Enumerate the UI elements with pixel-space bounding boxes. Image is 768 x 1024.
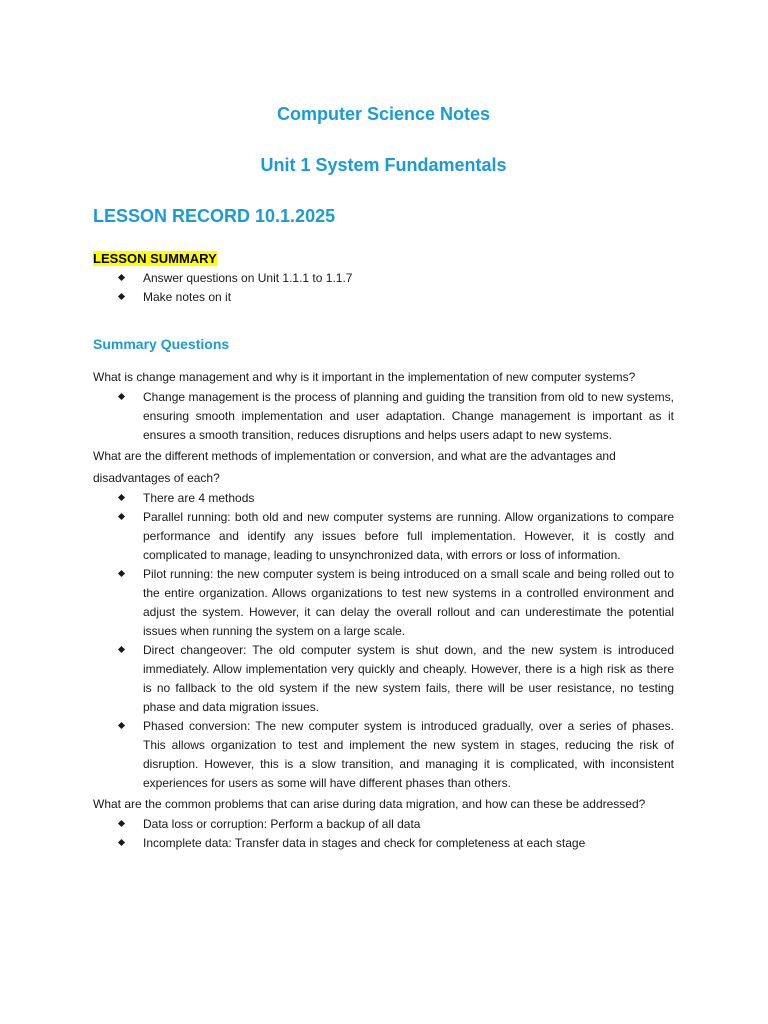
unit-title: Unit 1 System Fundamentals (260, 155, 507, 175)
diamond-bullet-icon (118, 646, 125, 653)
diamond-bullet-icon (118, 722, 125, 729)
question-3: What are the common problems that can arise during data migration, and how can these be addressed? (93, 797, 646, 811)
list-item-text: Parallel running: both old and new computer systems are running. Allow organizations to compare performance and identify any issues before full implementation. However, it is costly and complicated to manage, leading to unsynchronized data, with errors or loss of information. (143, 510, 674, 562)
question-1: What is change management and why is it important in the implementation of new computer systems? (93, 370, 636, 384)
document-title: Computer Science Notes (276, 104, 491, 124)
diamond-bullet-icon (118, 820, 125, 827)
answer-list-3 (93, 815, 674, 853)
list-item-text: Data loss or corruption: Perform a backup of all data (143, 817, 421, 831)
list-item (143, 565, 674, 641)
list-item (143, 269, 674, 288)
summary-questions-heading: Summary Questions (93, 336, 230, 352)
list-item-text: Phased conversion: The new computer system is introduced gradually, over a series of phases. This allows organization to test and implement the new system in stages, reducing the risk of disruption. However, this is a slow transition, and managing it is complicated, with inconsistent experiences for users as some will have different phases than others. (143, 719, 674, 790)
list-item (143, 508, 674, 565)
list-item (143, 815, 674, 834)
lesson-summary-heading-wrap (93, 249, 674, 269)
list-item (143, 288, 674, 307)
list-item (143, 834, 674, 853)
list-item-text: Change management is the process of planning and guiding the transition from old to new systems, ensuring smooth implementation and user adaptation. Change management is important as it ensures a smooth transition, reduces disruptions and helps users adapt to new systems. (143, 390, 674, 442)
list-item-text: Incomplete data: Transfer data in stages and check for completeness at each stage (143, 836, 586, 850)
diamond-bullet-icon (118, 839, 125, 846)
answer-list-2 (93, 489, 674, 793)
list-item-text: There are 4 methods (143, 491, 255, 505)
question-2: What are the different methods of implementation or conversion, and what are the advantages and disadvantages of each? (93, 449, 616, 485)
diamond-bullet-icon (118, 494, 125, 501)
list-item-text: Make notes on it (143, 290, 232, 304)
list-item-text: Direct changeover: The old computer system is shut down, and the new system is introduced immediately. Allow implementation very quickly and cheaply. However, there is a high risk as there is no fallback to the old system if the new system fails, there will be user resistance, no testing phase and data migration issues. (143, 643, 674, 714)
diamond-bullet-icon (118, 393, 125, 400)
list-item (143, 641, 674, 717)
lesson-summary-list (93, 269, 674, 307)
diamond-bullet-icon (118, 513, 125, 520)
diamond-bullet-icon (118, 570, 125, 577)
diamond-bullet-icon (118, 293, 125, 300)
list-item-text: Answer questions on Unit 1.1.1 to 1.1.7 (143, 271, 353, 285)
answer-list-1 (93, 388, 674, 445)
lesson-summary-heading: LESSON SUMMARY (93, 251, 217, 266)
list-item (143, 388, 674, 445)
list-item (143, 717, 674, 793)
list-item-text: Pilot running: the new computer system is being introduced on a small scale and being rolled out to the entire organization. Allows organizations to test new systems in a controlled environment and adjust the system. However, it can delay the overall rollout and can underestimate the potential issues when running the system on a large scale. (143, 567, 674, 638)
list-item (143, 489, 674, 508)
diamond-bullet-icon (118, 274, 125, 281)
lesson-record-heading: LESSON RECORD 10.1.2025 (93, 206, 336, 226)
